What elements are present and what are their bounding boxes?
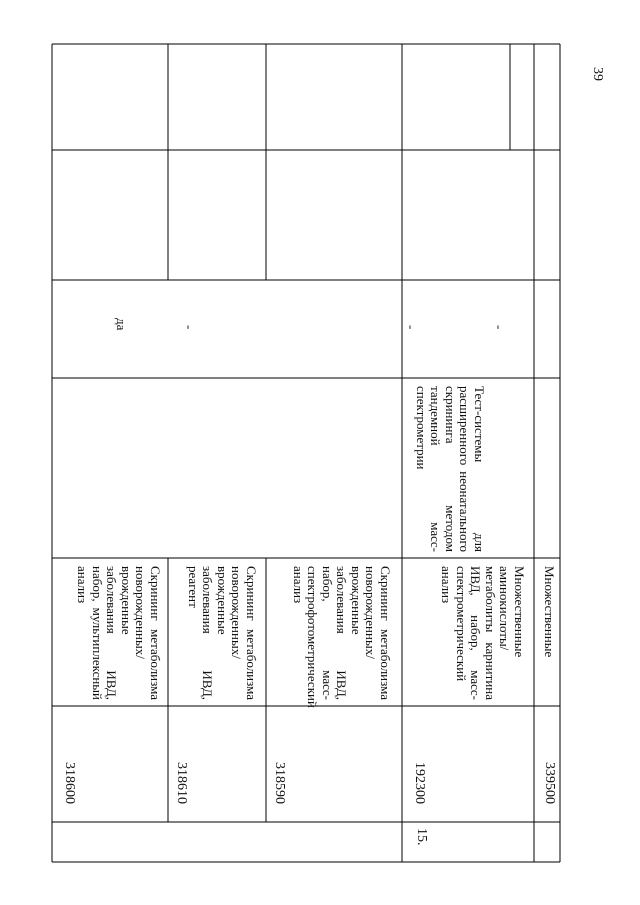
row-1-name: Скрининг метаболизма новорожденных/врожденные заболевания ИВД, набор, мультиплексный анализ — [75, 566, 163, 700]
row-5-flag: - — [492, 325, 507, 330]
row-3-code: 318590 — [272, 762, 287, 804]
row-5-code: 339500 — [542, 762, 557, 804]
row-4-code: 192300 — [412, 762, 427, 804]
row-4-class: Тест-системы для расширенного неонатального скрининга методом тандемной масс-спектрометрии — [414, 386, 487, 552]
page-number: 39 — [590, 67, 605, 81]
row-1-flag: да — [114, 318, 129, 331]
row-3-name: Скрининг метаболизма новорожденных/врожденные заболевания ИВД, набор, масс-спектрофотометрический анализ — [291, 566, 393, 708]
row-2-code: 318610 — [174, 762, 189, 804]
row-4-flag: - — [404, 325, 419, 330]
row-2-name: Скрининг метаболизма новорожденных/врожденные заболевания ИВД, реагент — [186, 566, 259, 700]
row-1-code: 318600 — [62, 762, 77, 804]
row-4-number: 15. — [414, 828, 429, 846]
row-2-flag: - — [182, 325, 197, 330]
row-5-name: Множественные — [542, 566, 557, 658]
row-4-name: Множественные аминокислоты/метаболиты карнитина ИВД, набор, масс-спектрометрический анализ — [439, 566, 527, 700]
